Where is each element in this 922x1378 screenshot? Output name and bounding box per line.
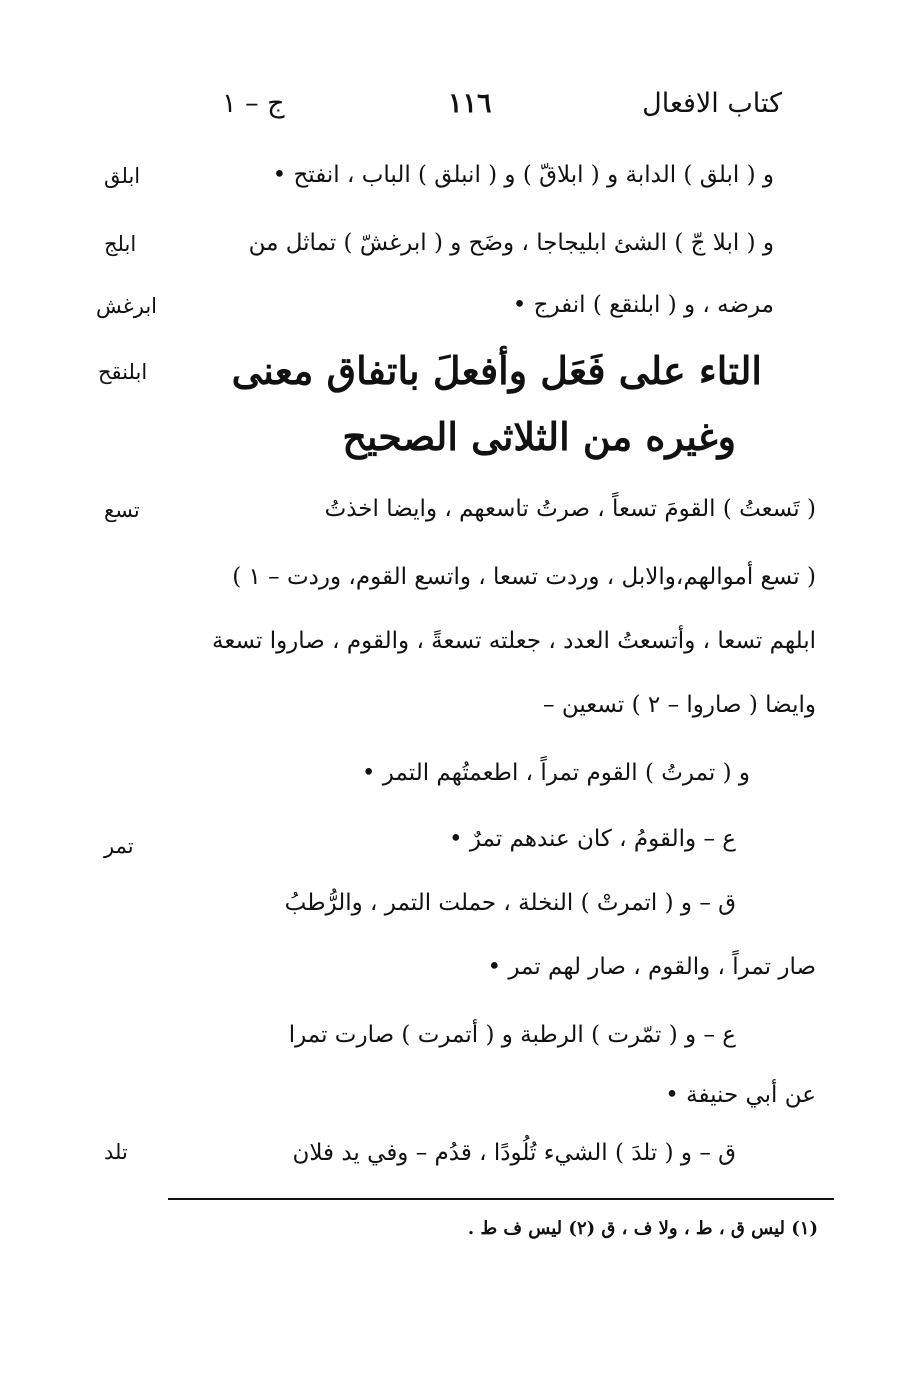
text-line: و ( تمرتُ ) القوم تمراً ، اطعمتُهم التمر • xyxy=(361,760,750,786)
text-line: صار تمراً ، والقوم ، صار لهم تمر • xyxy=(487,954,816,980)
text-line: ع – و ( تمّرت ) الرطبة و ( أتمرت ) صارت تمرا xyxy=(288,1022,736,1048)
text-line: و ( ابلق ) الدابة و ( ابلاقّ ) و ( انبلق ) الباب ، انفتح • xyxy=(272,162,774,188)
margin-note-ablaq: ابلق xyxy=(104,164,141,188)
text-line: عن أبي حنيفة • xyxy=(665,1082,816,1108)
section-heading-line1: التاء على فَعَل وأفعلَ باتفاق معنى xyxy=(231,348,762,393)
volume-label: ج – ١ xyxy=(222,88,285,119)
footnote-rule xyxy=(168,1198,834,1200)
page-number: ١١٦ xyxy=(448,88,492,119)
text-line: وايضا ( صاروا – ٢ ) تسعين – xyxy=(543,692,816,718)
text-line: ق – و ( تلدَ ) الشيء تُلُودًا ، قدُم – وفي يد فلان xyxy=(292,1140,736,1166)
text-line: ق – و ( اتمرتْ ) النخلة ، حملت التمر ، والرُّطبُ xyxy=(284,890,736,916)
text-line: و ( ابلا جّ ) الشئ ابليجاجا ، وضَح و ( ابرغشّ ) تماثل من xyxy=(248,230,774,256)
text-line: ع – والقومُ ، كان عندهم تمرٌ • xyxy=(448,826,736,852)
margin-note-iblanqah: ابلنقح xyxy=(98,360,148,384)
margin-note-tamr: تمر xyxy=(104,834,134,858)
margin-note-ablaj: ابلج xyxy=(104,232,137,256)
text-line: ( تسع أموالهم،والابل ، وردت تسعا ، واتسع القوم، وردت – ١ ) xyxy=(232,564,816,590)
margin-note-abraghash: ابرغش xyxy=(96,294,158,318)
footnote: (١) ليس ق ، ط ، ولا ف ، ق (٢) ليس ف ط . xyxy=(467,1218,818,1239)
margin-note-talad: تلد xyxy=(104,1140,128,1164)
margin-note-tasa: تسع xyxy=(104,498,140,522)
text-line: ( تَسعتُ ) القومَ تسعاً ، صرتُ تاسعهم ، وايضا اخذتُ xyxy=(324,496,816,522)
section-heading-line2: وغيره من الثلاثى الصحيح xyxy=(342,414,736,459)
text-line: ابلهم تسعا ، وأتسعتُ العدد ، جعلته تسعةً ، والقوم ، صاروا تسعة xyxy=(212,628,816,654)
book-title: كتاب الافعال xyxy=(642,88,782,119)
text-line: مرضه ، و ( ابلنقع ) انفرج • xyxy=(512,292,774,318)
